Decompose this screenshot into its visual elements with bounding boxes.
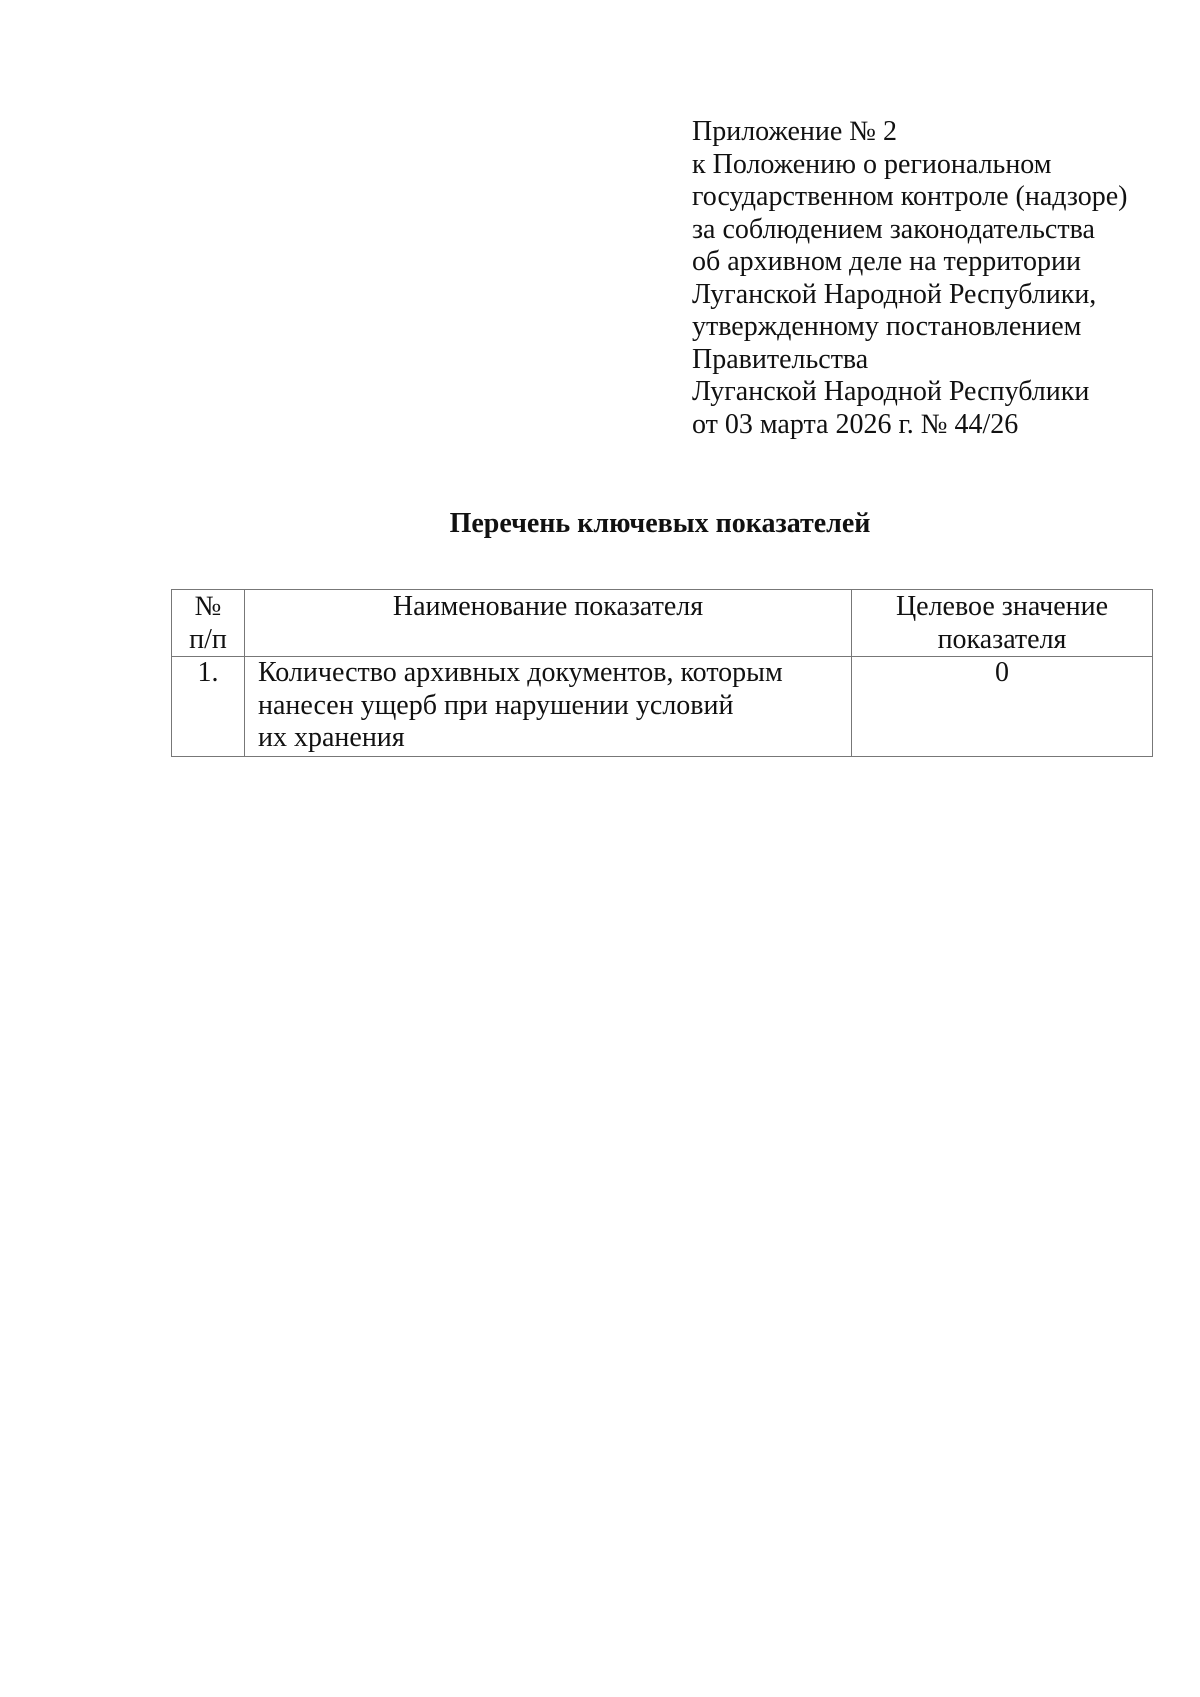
row-name-line: их хранения [258, 722, 405, 753]
indicators-table [171, 589, 1153, 757]
table-row [172, 657, 1153, 757]
appendix-line: государственном контроле (надзоре) [692, 181, 1128, 212]
appendix-line: от 03 марта 2026 г. № 44/26 [692, 408, 1019, 440]
appendix-line: за соблюдением законодательства [692, 213, 1095, 245]
row-name-line: нанесен ущерб при нарушении условий [258, 689, 734, 721]
appendix-line: Луганской Народной Республики, [692, 278, 1097, 310]
appendix-line: Правительства [692, 343, 869, 375]
header-number [172, 590, 245, 657]
appendix-line: об архивном деле на территории [692, 246, 1082, 277]
appendix-line: к Положению о региональном [692, 148, 1052, 180]
header-name: Наименование показателя [245, 590, 852, 657]
row-indicator-name [245, 657, 852, 757]
appendix-line: утвержденному постановлением [692, 311, 1082, 342]
indicators-table-wrapper [171, 589, 1152, 757]
appendix-line: Луганской Народной Республики [692, 376, 1090, 407]
row-target-value: 0 [852, 657, 1153, 757]
header-target-line1: Целевое значение [895, 591, 1109, 622]
header-number-line1: № [194, 591, 222, 622]
row-name-line: Количество архивных документов, которым [258, 657, 783, 688]
table-header-row [172, 590, 1153, 657]
header-number-line2: п/п [189, 623, 227, 655]
header-target-line2: показателя [937, 623, 1067, 655]
header-target [852, 590, 1153, 657]
row-number: 1. [172, 657, 245, 757]
appendix-header [692, 116, 1162, 441]
appendix-line: Приложение № 2 [692, 116, 897, 147]
document-title: Перечень ключевых показателей [449, 508, 871, 539]
